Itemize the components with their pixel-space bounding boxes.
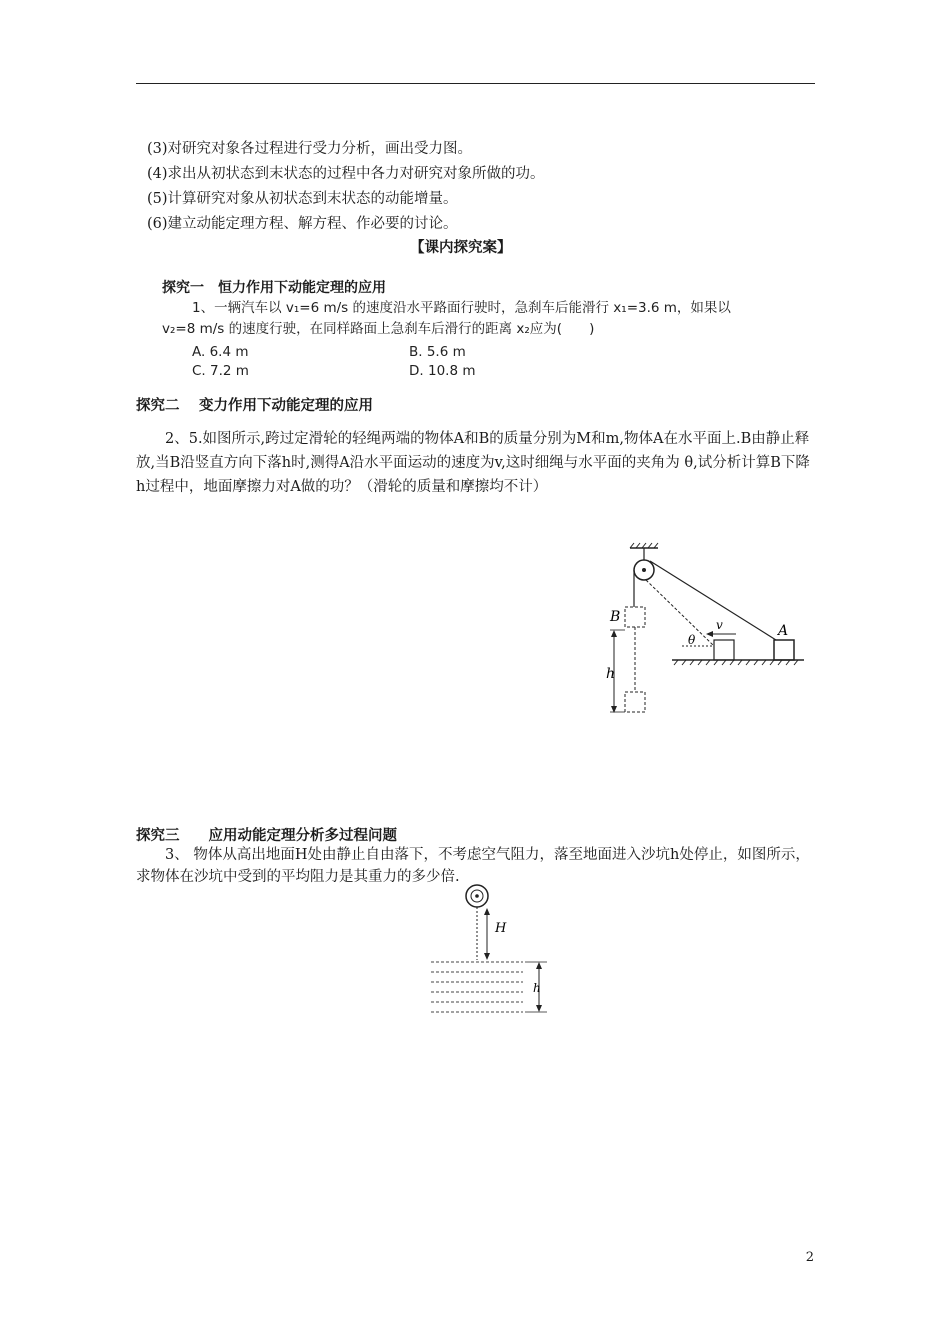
sand-pit-diagram	[425, 882, 555, 1022]
explore1-heading: 探究一 恒力作用下动能定理的应用	[162, 280, 386, 296]
option-b: B. 5.6 m	[409, 344, 466, 360]
label-b: B	[610, 609, 621, 625]
pulley-diagram	[600, 540, 810, 720]
label-h: h	[533, 981, 541, 995]
block-a-earlier	[714, 640, 734, 660]
option-a: A. 6.4 m	[192, 344, 249, 360]
H-arrow-top	[484, 908, 490, 915]
step-5: (5)计算研究对象从初状态到末状态的动能增量。	[147, 191, 458, 207]
block-b-end	[625, 692, 645, 712]
explore3-question: 3、 物体从高出地面H处由静止自由落下，不考虑空气阻力，落至地面进入沙坑h处停止，如图所示，求物体在沙坑中受到的平均阻力是其重力的多少倍.	[136, 847, 810, 885]
section-title: 【课内探究案】	[410, 239, 512, 256]
step-6: (6)建立动能定理方程、解方程、作必要的讨论。	[147, 216, 458, 232]
step-3: (3)对研究对象各过程进行受力分析，画出受力图。	[147, 141, 473, 157]
explore1-question-line2: v₂=8 m/s 的速度行驶，在同样路面上急刹车后滑行的距离 x₂应为( )	[162, 321, 595, 337]
option-d: D. 10.8 m	[409, 363, 476, 379]
label-a: A	[778, 623, 789, 639]
h-arrow-top	[536, 962, 542, 969]
h-arrow-bottom	[536, 1005, 542, 1012]
explore2-heading: 探究二 变力作用下动能定理的应用	[136, 397, 374, 414]
h-arrow-top	[611, 630, 617, 637]
explore1-question-line1: 1、一辆汽车以 v₁=6 m/s 的速度沿水平路面行驶时，急刹车后能滑行 x₁=3.6 m，如果以	[192, 300, 731, 316]
option-c: C. 7.2 m	[192, 363, 249, 379]
step-4: (4)求出从初状态到末状态的过程中各力对研究对象所做的功。	[147, 166, 545, 182]
sand-layers	[431, 962, 523, 1012]
label-v: v	[716, 618, 723, 632]
ball-center	[475, 894, 479, 898]
page-number: 2	[805, 1250, 814, 1265]
velocity-arrowhead	[706, 631, 713, 637]
rope-dashed-earlier	[646, 580, 714, 646]
label-theta: θ	[688, 633, 696, 647]
block-a	[774, 640, 794, 660]
label-h: h	[606, 666, 616, 682]
block-b-start	[625, 607, 645, 627]
header-rule	[136, 83, 815, 84]
pulley-axle	[642, 568, 646, 572]
rope-to-a	[650, 561, 776, 640]
H-arrow-bottom	[484, 953, 490, 960]
explore2-question: 2、5.如图所示,跨过定滑轮的轻绳两端的物体A和B的质量分别为M和m,物体A在水平面上.B由静止释放,当B沿竖直方向下落h时,测得A沿水平面运动的速度为v,这时细绳与水平面的夹角为 θ,试分析计算B下降h过程中，地面摩擦力对A做的功？（滑轮的质量和摩擦均不计）	[136, 431, 810, 495]
explore3-heading: 探究三 应用动能定理分析多过程问题	[136, 827, 397, 844]
label-H: H	[495, 921, 507, 936]
